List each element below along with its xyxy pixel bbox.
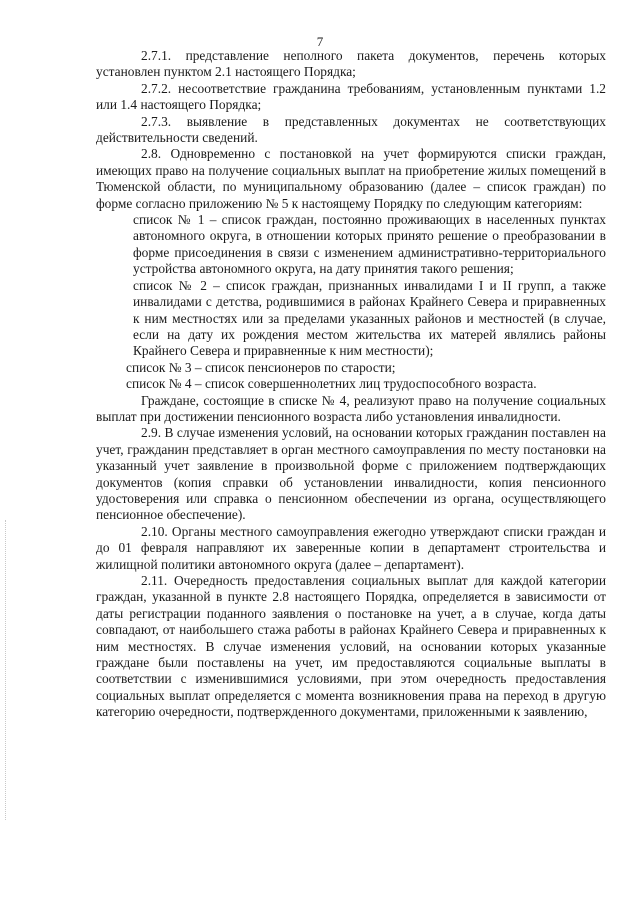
paragraph-2-11: 2.11. Очередность предоставления социальных выплат для каждой категории граждан, указанной в пункте 2.8 настоящего Порядка, определяется в зависимости от даты регистрации поданного заявления о постановке на учет, а в случае, когда даты совпадают, от наибольшего стажа работы в районах Крайнего Севера и приравненных к ним местностях. В случае изменения условий, на основании которых указанные граждане были поставлены на учет, им предоставляются социальные выплаты в соответствии с изменившимися условиями, при этом очередность предоставления социальных выплат определяется с момента возникновения права на переход в другую категорию очередности, подтвержденного документами, приложенными к заявлению, [96, 573, 606, 720]
paragraph-2-7-3: 2.7.3. выявление в представленных документах не соответствующих действительности сведений. [96, 113, 606, 146]
paragraph-2-7-2: 2.7.2. несоответствие гражданина требованиям, установленным пунктами 1.2 или 1.4 настоящего Порядка; [96, 80, 606, 113]
paragraph-list-4-note: Граждане, состоящие в списке № 4, реализуют право на получение социальных выплат при достижении пенсионного возраста либо установления инвалидности. [96, 392, 606, 424]
list-item-3: список № 3 – список пенсионеров по старости; [126, 359, 396, 375]
paragraph-2-7-1: 2.7.1. представление неполного пакета документов, перечень которых установлен пунктом 2.1 настоящего Порядка; [96, 48, 606, 80]
document-body [96, 48, 606, 721]
list-item-2: список № 2 – список граждан, признанных инвалидами I и II групп, а также инвалидами с детства, родившимися в районах Крайнего Севера и приравненных к ним местностях или за пределами указанных районов и местностей (в случае, если на дату их рождения местом жительства их матерей являлись районы Крайнего Севера и приравненные к ним местности); [133, 277, 606, 359]
paragraph-2-9: 2.9. В случае изменения условий, на основании которых гражданин поставлен на учет, гражданин представляет в орган местного самоуправления по месту постановки на указанный учет заявление в произвольной форме с приложением подтверждающих документов (копия справки об установлении инвалидности, копия пенсионного удостоверения или справка о пенсионном обеспечении из органа, осуществляющего пенсионное обеспечение). [96, 425, 606, 523]
paragraph-2-8: 2.8. Одновременно с постановкой на учет формируются списки граждан, имеющих право на получение социальных выплат на приобретение жилых помещений в Тюменской области, по муниципальному образованию (далее – список граждан) по форме согласно приложению № 5 к настоящему Порядку по следующим категориям: [96, 146, 606, 211]
list-item-4: список № 4 – список совершеннолетних лиц трудоспособного возраста. [126, 376, 537, 392]
list-item-1: список № 1 – список граждан, постоянно проживающих в населенных пунктах автономного округа, в отношении которых принято решение о преобразовании в форме присоединения в связи с изменением административно-территориального устройства автономного округа, на дату принятия такого решения; [133, 212, 606, 277]
paragraph-2-10: 2.10. Органы местного самоуправления ежегодно утверждают списки граждан и до 01 февраля направляют их заверенные копии в департамент строительства и жилищной политики автономного округа (далее – департамент). [96, 523, 606, 572]
page-number: 7 [316, 34, 324, 49]
scan-margin-artifact [5, 520, 8, 820]
